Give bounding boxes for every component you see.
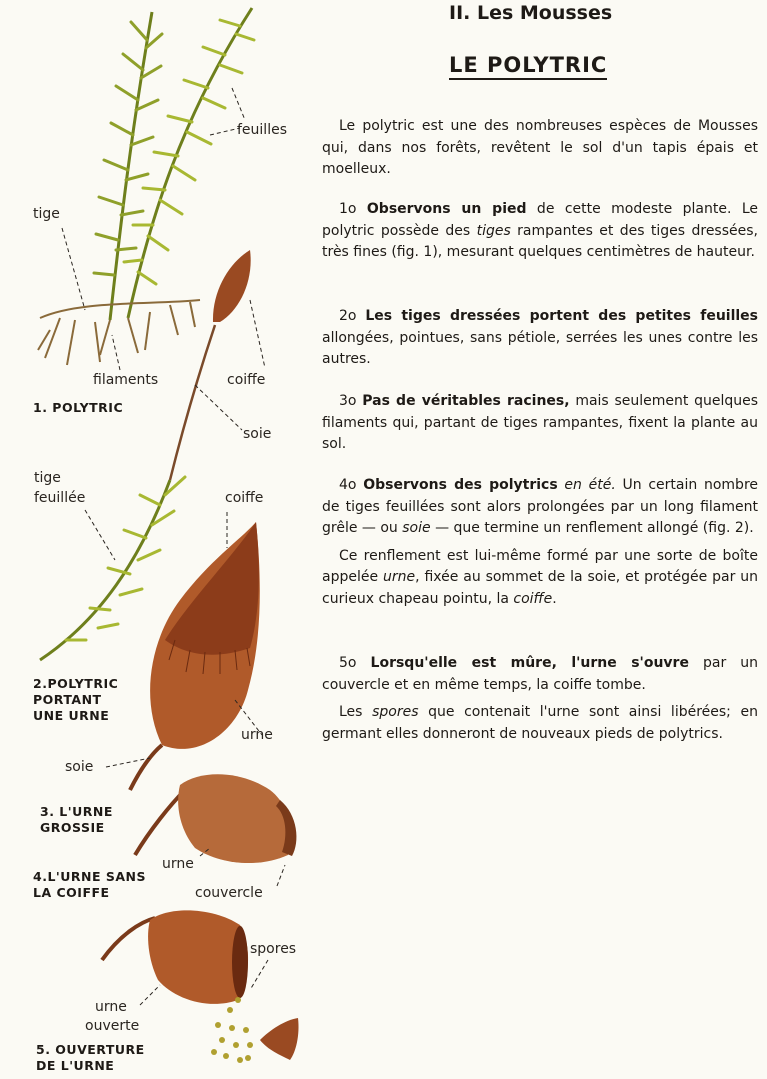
caption-line: 1. POLYTRIC [33, 400, 124, 415]
fig4-urn-without-coiffe [135, 774, 296, 863]
item-text: Les [339, 704, 373, 720]
fig5-open-urn [102, 910, 299, 1063]
label-soie-2: soie [65, 759, 94, 775]
caption-line: 2.POLYTRIC [33, 676, 119, 691]
item-heading: Les tiges dressées portent des petites feuilles [365, 308, 759, 324]
item-text: Ce renflement est lui-même formé par une sorte de boîte appelée [322, 547, 758, 585]
caption-fig1 [33, 400, 123, 416]
label-tige: tige [33, 206, 60, 222]
item-heading: Lorsqu'elle est mûre, l'urne s'ouvre [370, 655, 689, 671]
item-emphasis: urne [382, 569, 416, 585]
paragraph-4 [322, 475, 758, 610]
label-urne-2: urne [162, 856, 194, 872]
caption-line: 4.L'URNE SANS [33, 869, 147, 884]
caption-fig5 [36, 1042, 145, 1074]
moss-illustration [0, 0, 320, 1079]
item-number: 3o [339, 393, 357, 409]
caption-line: 3. L'URNE [40, 804, 113, 819]
item-heading: Observons des polytrics [363, 477, 558, 493]
item-number: 4o [339, 477, 357, 493]
item-number: 5o [339, 655, 357, 671]
paragraph-3 [322, 391, 758, 456]
intro-text: Le polytric est une des nombreuses espèces de Mousses qui, dans nos forêts, revêtent le sol d'un tapis épais et moelleux. [322, 118, 758, 177]
paragraph-1 [322, 199, 758, 264]
caption-fig3 [40, 804, 113, 836]
label-coiffe-1: coiffe [227, 372, 266, 388]
caption-line: PORTANT [33, 692, 102, 707]
caption-line: 5. OUVERTURE [36, 1042, 145, 1057]
item-text: de cette modeste plante. Le polytric possède des [322, 201, 759, 239]
caption-line: UNE URNE [33, 708, 110, 723]
item-text: rampantes et des tiges dressées, très fines (fig. 1), mesurant quelques centimètres de hauteur. [322, 222, 758, 260]
item-text: allongées, pointues, sans pétiole, serrées les unes contre les autres. [322, 329, 758, 367]
label-urne-1: urne [241, 727, 273, 743]
label-soie-1: soie [243, 426, 272, 442]
item-text: mais seulement quelques filaments qui, partant de tiges rampantes, fixent la plante au sol. [322, 393, 759, 452]
label-spores: spores [250, 941, 297, 957]
paragraph-intro [322, 116, 758, 181]
caption-line: GROSSIE [40, 820, 105, 835]
label-tige-feuillee-1: tige [34, 470, 61, 486]
item-emphasis: soie [402, 520, 431, 536]
paragraph-5 [322, 653, 758, 745]
caption-line: LA COIFFE [33, 885, 110, 900]
fig3-enlarged-urn [130, 522, 260, 790]
item-number: 2o [339, 308, 357, 324]
item-text: par un couvercle et en même temps, la coiffe tombe. [322, 655, 759, 693]
label-feuilles: feuilles [237, 122, 287, 138]
label-tige-feuillee-2: feuillée [34, 490, 86, 506]
item-heading: Pas de véritables racines, [362, 393, 570, 409]
caption-line: DE L'URNE [36, 1058, 115, 1073]
item-heading: Observons un pied [366, 201, 527, 217]
paragraph-2 [322, 306, 758, 371]
item-text: que contenait l'urne sont ainsi libérées; en germant elles donneront de nouveaux pieds de polytrics. [322, 704, 758, 742]
label-coiffe-2: coiffe [225, 490, 264, 506]
section-heading: II. Les Mousses [449, 2, 613, 24]
item-emphasis: coiffe [513, 590, 553, 607]
item-text: , fixée au sommet de la soie, et protégée par un curieux chapeau pointu, la [322, 569, 758, 607]
label-urne-ouverte-2: ouverte [85, 1018, 140, 1034]
caption-fig4 [33, 869, 146, 901]
page-title: LE POLYTRIC [449, 53, 607, 80]
item-text: — que termine un renflement allongé (fig. 2). [430, 520, 754, 536]
item-emphasis: tiges [476, 222, 511, 239]
item-text: Un certain nombre de tiges feuillées sont alors prolongées par un long filament grêle — ou [322, 477, 758, 536]
label-filaments: filaments [93, 372, 159, 388]
item-emphasis: spores [372, 704, 419, 720]
item-emphasis: en été. [557, 477, 616, 493]
item-number: 1o [339, 201, 357, 217]
label-couvercle: couvercle [195, 885, 263, 901]
label-urne-ouverte-1: urne [95, 999, 127, 1015]
caption-fig2 [33, 676, 118, 724]
item-text: . [552, 590, 557, 607]
